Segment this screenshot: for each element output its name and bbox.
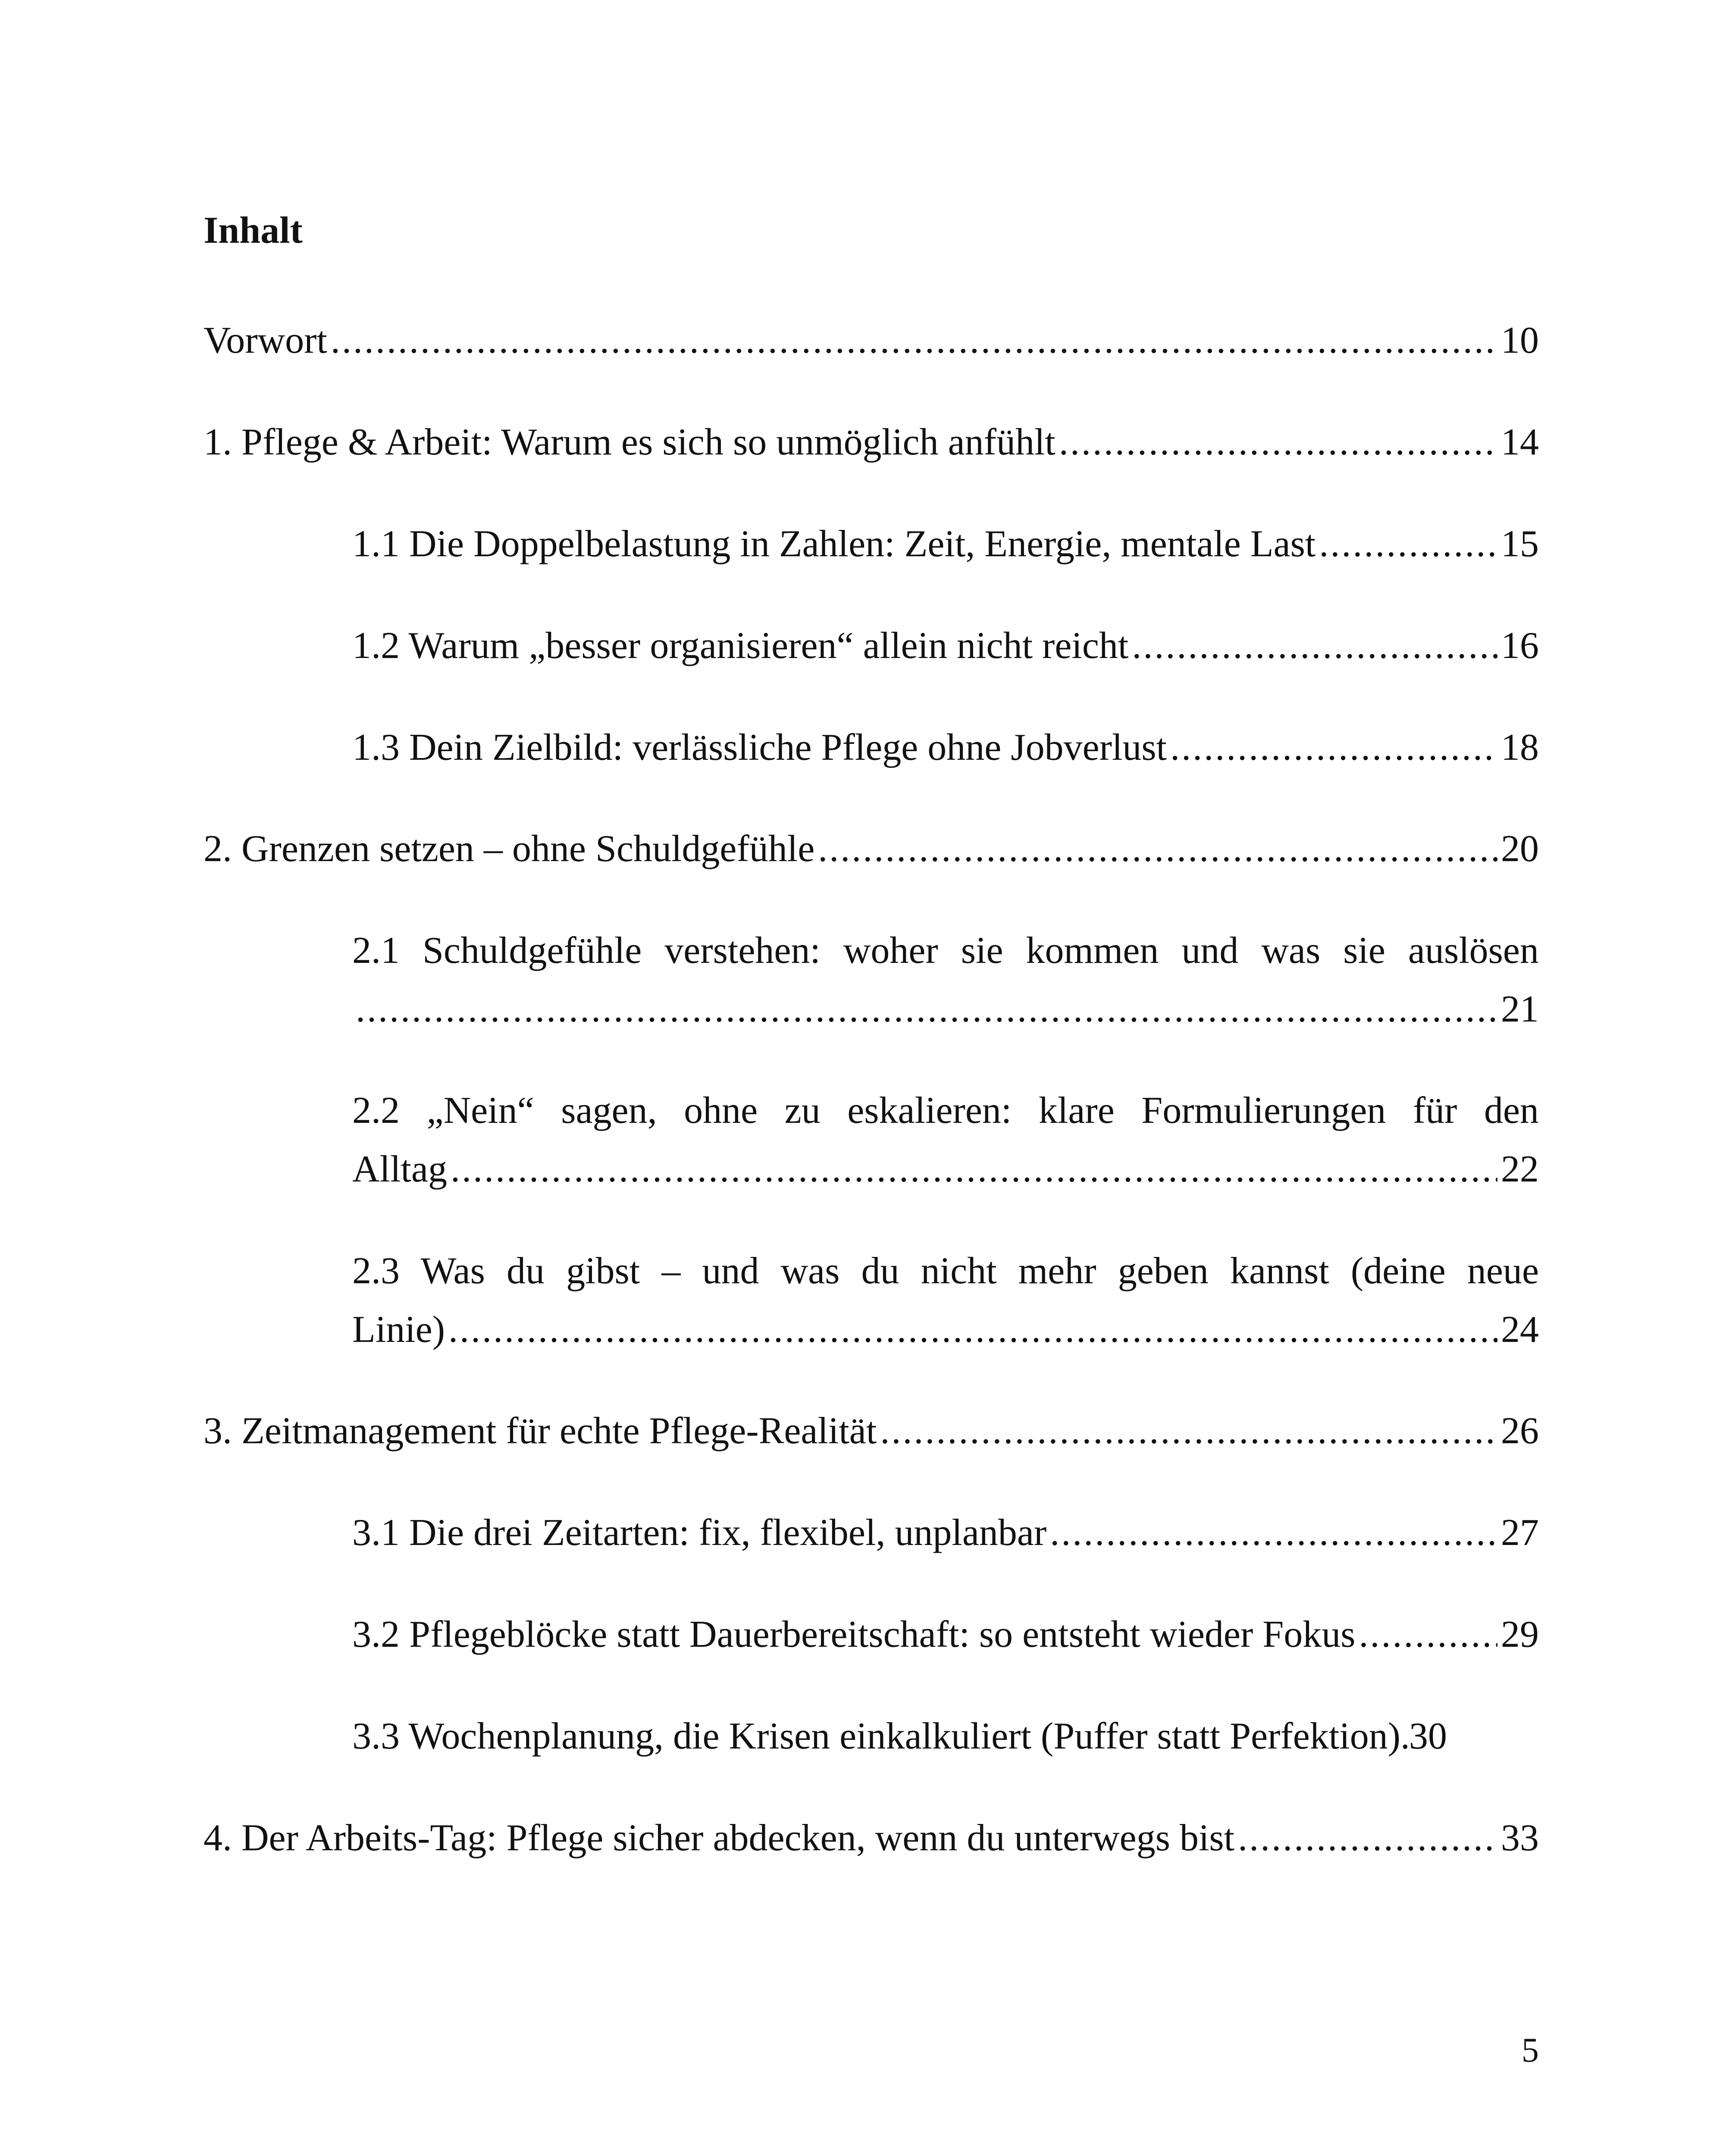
dot-leader xyxy=(356,980,1497,1039)
toc-entry-section-1-1[interactable] xyxy=(352,515,1539,573)
dot-leader xyxy=(448,1300,1497,1359)
toc-entry-page: 10 xyxy=(1501,320,1539,361)
page-number: 5 xyxy=(1522,2031,1539,2069)
toc-entry-page: 26 xyxy=(1501,1410,1539,1452)
dot-leader xyxy=(1400,1707,1409,1766)
dot-leader xyxy=(1319,515,1497,573)
toc-entry-section-3-1[interactable] xyxy=(352,1504,1539,1562)
toc-entry-chapter-1[interactable] xyxy=(204,413,1539,472)
toc-entry-section-2-3[interactable] xyxy=(352,1242,1539,1359)
toc-entry-page: 20 xyxy=(1501,828,1539,870)
dot-leader xyxy=(818,820,1497,878)
toc-entry-title: 1. Pflege & Arbeit: Warum es sich so unmöglich anfühlt xyxy=(204,421,1055,463)
toc-entry-chapter-4[interactable] xyxy=(204,1809,1539,1868)
toc-entry-title-continued: Linie) xyxy=(352,1309,445,1351)
toc-entry-section-1-3[interactable] xyxy=(352,718,1539,777)
dot-leader xyxy=(1238,1809,1497,1868)
toc-entry-page: 27 xyxy=(1501,1512,1539,1554)
toc-entry-section-3-3[interactable] xyxy=(352,1707,1539,1766)
toc-entry-section-2-1[interactable] xyxy=(352,921,1539,1039)
toc-entry-section-1-2[interactable] xyxy=(352,617,1539,675)
toc-entry-title: 1.2 Warum „besser organisieren“ allein nicht reicht xyxy=(352,625,1129,667)
toc-entry-page: 29 xyxy=(1501,1614,1539,1655)
toc-entry-title: 3.3 Wochenplanung, die Krisen einkalkuliert (Puffer statt Perfektion) xyxy=(352,1715,1401,1757)
toc-entry-title: 2.2 „Nein“ sagen, ohne zu eskalieren: klare Formulierungen für den xyxy=(352,1090,1539,1131)
toc-entry-title: 2.1 Schuldgefühle verstehen: woher sie kommen und was sie auslösen xyxy=(352,930,1539,971)
toc-heading: Inhalt xyxy=(204,210,303,251)
toc-entry-chapter-3[interactable] xyxy=(204,1402,1539,1460)
toc-entry-title: 2. Grenzen setzen – ohne Schuldgefühle xyxy=(204,828,815,870)
toc-entry-page: 33 xyxy=(1501,1817,1539,1859)
toc-entry-title: 1.3 Dein Zielbild: verlässliche Pflege ohne Jobverlust xyxy=(352,727,1167,768)
toc-entry-vorwort[interactable] xyxy=(204,311,1539,370)
toc-entry-title-continued: Alltag xyxy=(352,1148,447,1190)
dot-leader xyxy=(1132,617,1497,675)
toc-entry-page: 14 xyxy=(1501,421,1539,463)
toc-entry-page: 21 xyxy=(1501,988,1539,1030)
dot-leader xyxy=(1359,1605,1497,1664)
toc-entry-title: Vorwort xyxy=(204,320,327,361)
dot-leader xyxy=(451,1140,1497,1199)
toc-entry-title: 4. Der Arbeits-Tag: Pflege sicher abdecken, wenn du unterwegs bist xyxy=(204,1817,1235,1859)
toc-entry-page: 24 xyxy=(1501,1309,1539,1351)
toc-entry-section-3-2[interactable] xyxy=(352,1605,1539,1664)
toc-entry-chapter-2[interactable] xyxy=(204,820,1539,878)
dot-leader xyxy=(331,311,1497,370)
toc-entry-title: 3.2 Pflegeblöcke statt Dauerbereitschaft: so entsteht wieder Fokus xyxy=(352,1614,1356,1655)
toc-entry-title: 1.1 Die Doppelbelastung in Zahlen: Zeit, Energie, mentale Last xyxy=(352,523,1316,565)
toc-entry-page: 18 xyxy=(1501,727,1539,768)
toc-entry-page: 16 xyxy=(1501,625,1539,667)
dot-leader xyxy=(1059,413,1497,472)
toc-entry-page: 22 xyxy=(1501,1148,1539,1190)
toc-entry-title: 3.1 Die drei Zeitarten: fix, flexibel, unplanbar xyxy=(352,1512,1047,1554)
toc-entry-title: 3. Zeitmanagement für echte Pflege-Realität xyxy=(204,1410,877,1452)
toc-entry-page: 15 xyxy=(1501,523,1539,565)
dot-leader xyxy=(1170,718,1497,777)
toc-entry-title: 2.3 Was du gibst – und was du nicht mehr geben kannst (deine neue xyxy=(352,1250,1539,1292)
toc-entry-page: 30 xyxy=(1409,1715,1447,1757)
dot-leader xyxy=(1050,1504,1497,1562)
dot-leader xyxy=(880,1402,1497,1460)
toc-entry-section-2-2[interactable] xyxy=(352,1081,1539,1199)
